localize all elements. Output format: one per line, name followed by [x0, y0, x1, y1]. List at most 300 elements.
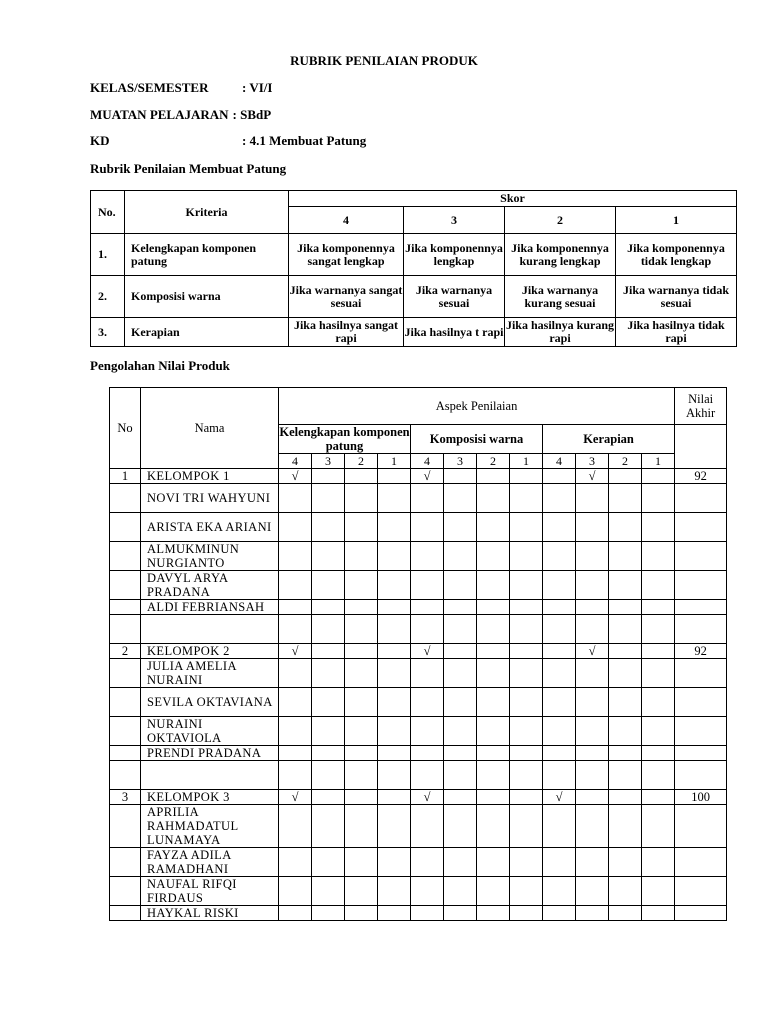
score-cell [444, 469, 477, 484]
score-cell [543, 513, 576, 542]
empty-cell [609, 615, 642, 644]
rubric-header-skor: Skor [289, 191, 737, 207]
score-cell [609, 644, 642, 659]
score-cell [378, 513, 411, 542]
score-cell [510, 688, 543, 717]
member-no [110, 746, 141, 761]
score-cell [345, 469, 378, 484]
score-cell [279, 542, 312, 571]
score-cell [543, 542, 576, 571]
score-cell [444, 600, 477, 615]
score-cell [543, 805, 576, 848]
score-cell [312, 848, 345, 877]
grades-header-nilai: Nilai Akhir [675, 388, 727, 425]
score-cell [477, 659, 510, 688]
empty-cell [378, 761, 411, 790]
score-cell [345, 717, 378, 746]
member-row [110, 513, 727, 542]
rubric-cell: Jika warnanya tidak sesuai [616, 276, 737, 318]
member-no [110, 906, 141, 921]
score-cell [510, 513, 543, 542]
score-cell [576, 906, 609, 921]
sub-score-header: 1 [642, 454, 675, 469]
member-name: PRENDI PRADANA [141, 746, 279, 761]
empty-cell [477, 615, 510, 644]
score-cell [345, 746, 378, 761]
score-cell [444, 848, 477, 877]
empty-cell [141, 615, 279, 644]
score-cell [444, 542, 477, 571]
member-no [110, 484, 141, 513]
score-cell [378, 790, 411, 805]
rubric-cell: Jika warnanya sangat sesuai [289, 276, 404, 318]
score-cell [510, 805, 543, 848]
score-cell [675, 659, 727, 688]
member-row [110, 542, 727, 571]
member-no [110, 513, 141, 542]
score-cell [543, 484, 576, 513]
meta-value: : VI/I [242, 80, 273, 95]
member-row [110, 484, 727, 513]
score-cell [378, 848, 411, 877]
empty-cell [675, 761, 727, 790]
score-cell [675, 805, 727, 848]
score-cell [576, 571, 609, 600]
score-cell [312, 688, 345, 717]
score-cell [279, 659, 312, 688]
score-cell [312, 659, 345, 688]
score-cell [609, 906, 642, 921]
check-mark-cell: √ [576, 469, 609, 484]
score-cell [543, 848, 576, 877]
sub-score-header: 3 [444, 454, 477, 469]
score-cell [411, 746, 444, 761]
rubric-heading: Rubrik Penilaian Membuat Patung [90, 161, 287, 176]
score-cell [510, 717, 543, 746]
score-cell [279, 717, 312, 746]
sub-score-header: 3 [576, 454, 609, 469]
score-cell [543, 717, 576, 746]
rubric-cell: Jika warnanya sesuai [404, 276, 505, 318]
grades-header-no: No [110, 388, 141, 469]
empty-cell [576, 761, 609, 790]
score-cell [279, 906, 312, 921]
score-cell [609, 790, 642, 805]
aspect-kerapian: Kerapian [543, 425, 675, 454]
rubric-cell: Jika komponennya lengkap [404, 234, 505, 276]
score-cell [642, 600, 675, 615]
check-mark-cell: √ [411, 790, 444, 805]
group-name: KELOMPOK 2 [141, 644, 279, 659]
rubric-score-header: 2 [505, 207, 616, 234]
score-cell [411, 542, 444, 571]
score-cell [543, 746, 576, 761]
score-cell [477, 906, 510, 921]
score-cell [345, 571, 378, 600]
empty-cell [609, 761, 642, 790]
empty-cell [345, 761, 378, 790]
score-cell [378, 571, 411, 600]
empty-cell [543, 615, 576, 644]
score-cell [444, 571, 477, 600]
grades-header-aspek: Aspek Penilaian [279, 388, 675, 425]
score-cell [477, 600, 510, 615]
member-name: NOVI TRI WAHYUNI [141, 484, 279, 513]
score-cell [576, 805, 609, 848]
score-cell [609, 688, 642, 717]
meta-label: KELAS/SEMESTER [90, 80, 209, 95]
group-nilai: 92 [675, 469, 727, 484]
sub-score-header: 4 [543, 454, 576, 469]
score-cell [312, 484, 345, 513]
score-cell [312, 571, 345, 600]
score-cell [510, 746, 543, 761]
score-cell [378, 906, 411, 921]
empty-cell [279, 615, 312, 644]
score-cell [312, 644, 345, 659]
score-cell [378, 484, 411, 513]
score-cell [345, 542, 378, 571]
rubric-row-kriteria: Kelengkapan komponen patung [125, 234, 289, 276]
score-cell [378, 717, 411, 746]
empty-cell [411, 761, 444, 790]
sub-score-header: 1 [378, 454, 411, 469]
score-cell [345, 848, 378, 877]
score-cell [312, 717, 345, 746]
member-name: ALMUKMINUN NURGIANTO [141, 542, 279, 571]
aspect-komposisi: Komposisi warna [411, 425, 543, 454]
meta-label: KD [90, 133, 110, 148]
rubric-cell: Jika komponennya sangat lengkap [289, 234, 404, 276]
meta-kelas-semester [90, 80, 272, 96]
score-cell [477, 513, 510, 542]
score-cell [609, 805, 642, 848]
score-cell [543, 600, 576, 615]
score-cell [576, 848, 609, 877]
group-row [110, 790, 727, 805]
aspect-kelengkapan: Kelengkapan komponen patung [279, 425, 410, 453]
score-cell [675, 848, 727, 877]
sub-score-header: 2 [609, 454, 642, 469]
score-cell [642, 469, 675, 484]
sub-score-header: 2 [345, 454, 378, 469]
score-cell [609, 717, 642, 746]
score-cell [543, 469, 576, 484]
score-cell [675, 717, 727, 746]
score-cell [345, 805, 378, 848]
score-cell [312, 469, 345, 484]
score-cell [477, 688, 510, 717]
empty-cell [477, 761, 510, 790]
rubric-cell: Jika komponennya kurang lengkap [505, 234, 616, 276]
score-cell [675, 571, 727, 600]
score-cell [279, 805, 312, 848]
score-cell [411, 484, 444, 513]
score-cell [642, 805, 675, 848]
score-cell [345, 600, 378, 615]
member-no [110, 659, 141, 688]
score-cell [510, 790, 543, 805]
score-cell [345, 513, 378, 542]
score-cell [510, 906, 543, 921]
score-cell [345, 644, 378, 659]
score-cell [543, 644, 576, 659]
group-nilai: 100 [675, 790, 727, 805]
empty-cell [642, 761, 675, 790]
member-row [110, 717, 727, 746]
score-cell [675, 688, 727, 717]
rubric-score-header: 4 [289, 207, 404, 234]
group-no: 3 [110, 790, 141, 805]
score-cell [609, 513, 642, 542]
score-cell [576, 542, 609, 571]
rubric-score-header: 1 [616, 207, 737, 234]
sub-score-header: 4 [279, 454, 312, 469]
member-row [110, 659, 727, 688]
score-cell [477, 717, 510, 746]
score-cell [411, 571, 444, 600]
document-title: RUBRIK PENILAIAN PRODUK [290, 53, 478, 68]
score-cell [312, 805, 345, 848]
score-cell [609, 848, 642, 877]
empty-cell [345, 615, 378, 644]
score-cell [345, 877, 378, 906]
sub-score-header: 1 [510, 454, 543, 469]
score-cell [609, 469, 642, 484]
score-cell [543, 571, 576, 600]
member-row [110, 848, 727, 877]
score-cell [279, 571, 312, 600]
score-cell [444, 906, 477, 921]
member-no [110, 717, 141, 746]
score-cell [576, 717, 609, 746]
score-cell [411, 717, 444, 746]
empty-cell [510, 615, 543, 644]
empty-cell [411, 615, 444, 644]
member-row [110, 688, 727, 717]
member-row [110, 805, 727, 848]
rubric-row [91, 276, 737, 318]
score-cell [510, 484, 543, 513]
score-cell [642, 644, 675, 659]
member-name: APRILIA RAHMADATUL LUNAMAYA [141, 805, 279, 848]
meta-label: MUATAN PELAJARAN [90, 107, 229, 122]
rubric-row-no: 2. [91, 276, 125, 318]
grades-table [109, 387, 727, 921]
empty-cell [576, 615, 609, 644]
score-cell [411, 513, 444, 542]
processing-heading: Pengolahan Nilai Produk [90, 358, 230, 373]
score-cell [576, 877, 609, 906]
member-name: ALDI FEBRIANSAH [141, 600, 279, 615]
score-cell [279, 746, 312, 761]
score-cell [642, 484, 675, 513]
score-cell [312, 790, 345, 805]
score-cell [642, 877, 675, 906]
rubric-cell: Jika hasilnya tidak rapi [616, 318, 737, 347]
member-row [110, 877, 727, 906]
score-cell [609, 659, 642, 688]
score-cell [477, 790, 510, 805]
grades-header-nama: Nama [141, 388, 279, 469]
score-cell [477, 644, 510, 659]
score-cell [477, 805, 510, 848]
score-cell [642, 906, 675, 921]
score-cell [444, 513, 477, 542]
empty-cell [312, 615, 345, 644]
rubric-row-no: 1. [91, 234, 125, 276]
check-mark-cell: √ [576, 644, 609, 659]
rubric-header-kriteria: Kriteria [125, 191, 289, 234]
score-cell [642, 513, 675, 542]
spacer-row [110, 615, 727, 644]
score-cell [642, 790, 675, 805]
member-no [110, 688, 141, 717]
member-name: DAVYL ARYA PRADANA [141, 571, 279, 600]
member-name: FAYZA ADILA RAMADHANI [141, 848, 279, 877]
score-cell [576, 513, 609, 542]
score-cell [675, 513, 727, 542]
score-cell [609, 600, 642, 615]
score-cell [345, 790, 378, 805]
score-cell [411, 688, 444, 717]
score-cell [378, 644, 411, 659]
score-cell [312, 746, 345, 761]
sub-score-header: 4 [411, 454, 444, 469]
score-cell [543, 877, 576, 906]
member-row [110, 906, 727, 921]
score-cell [642, 688, 675, 717]
score-cell [477, 542, 510, 571]
member-name: ARISTA EKA ARIANI [141, 513, 279, 542]
member-no [110, 805, 141, 848]
score-cell [510, 571, 543, 600]
group-row [110, 644, 727, 659]
score-cell [609, 542, 642, 571]
score-cell [345, 659, 378, 688]
member-no [110, 877, 141, 906]
score-cell [279, 688, 312, 717]
score-cell [675, 746, 727, 761]
score-cell [444, 659, 477, 688]
score-cell [675, 600, 727, 615]
score-cell [477, 746, 510, 761]
score-cell [675, 484, 727, 513]
score-cell [642, 717, 675, 746]
score-cell [411, 877, 444, 906]
score-cell [444, 484, 477, 513]
score-cell [675, 542, 727, 571]
rubric-cell: Jika hasilnya t rapi [404, 318, 505, 347]
empty-cell [444, 615, 477, 644]
score-cell [378, 746, 411, 761]
score-cell [510, 469, 543, 484]
group-row [110, 469, 727, 484]
score-cell [411, 848, 444, 877]
score-cell [411, 600, 444, 615]
score-cell [279, 600, 312, 615]
score-cell [609, 484, 642, 513]
rubric-row [91, 234, 737, 276]
meta-value: : SBdP [232, 107, 272, 122]
score-cell [642, 542, 675, 571]
score-cell [675, 906, 727, 921]
score-cell [378, 688, 411, 717]
score-cell [378, 542, 411, 571]
score-cell [609, 877, 642, 906]
score-cell [444, 790, 477, 805]
member-no [110, 571, 141, 600]
check-mark-cell: √ [411, 644, 444, 659]
empty-cell [141, 761, 279, 790]
score-cell [411, 659, 444, 688]
check-mark-cell: √ [279, 469, 312, 484]
score-cell [510, 600, 543, 615]
score-cell [312, 542, 345, 571]
group-name: KELOMPOK 1 [141, 469, 279, 484]
score-cell [444, 717, 477, 746]
score-cell [444, 805, 477, 848]
meta-value: : 4.1 Membuat Patung [242, 133, 367, 148]
score-cell [411, 805, 444, 848]
score-cell [576, 600, 609, 615]
member-no [110, 600, 141, 615]
score-cell [378, 659, 411, 688]
score-cell [675, 877, 727, 906]
group-no: 1 [110, 469, 141, 484]
score-cell [279, 513, 312, 542]
member-row [110, 746, 727, 761]
member-name: HAYKAL RISKI [141, 906, 279, 921]
score-cell [444, 746, 477, 761]
empty-cell [110, 615, 141, 644]
score-cell [576, 659, 609, 688]
rubric-row [91, 318, 737, 347]
score-cell [378, 805, 411, 848]
score-cell [345, 484, 378, 513]
rubric-table [90, 190, 737, 347]
score-cell [510, 659, 543, 688]
score-cell [642, 571, 675, 600]
empty-cell [312, 761, 345, 790]
rubric-cell: Jika hasilnya sangat rapi [289, 318, 404, 347]
score-cell [609, 571, 642, 600]
check-mark-cell: √ [279, 790, 312, 805]
spacer-row [110, 761, 727, 790]
empty-cell [510, 761, 543, 790]
group-no: 2 [110, 644, 141, 659]
score-cell [477, 877, 510, 906]
rubric-row-kriteria: Kerapian [125, 318, 289, 347]
score-cell [543, 659, 576, 688]
rubric-cell: Jika hasilnya kurang rapi [505, 318, 615, 345]
member-no [110, 848, 141, 877]
member-name: NAUFAL RIFQI FIRDAUS [141, 877, 279, 906]
empty-cell [675, 615, 727, 644]
score-cell [444, 688, 477, 717]
score-cell [444, 644, 477, 659]
score-cell [378, 469, 411, 484]
nilai-spacer [675, 425, 727, 469]
rubric-cell: Jika komponennya tidak lengkap [616, 234, 737, 276]
empty-cell [110, 761, 141, 790]
score-cell [411, 906, 444, 921]
empty-cell [444, 761, 477, 790]
score-cell [345, 906, 378, 921]
score-cell [510, 644, 543, 659]
score-cell [543, 688, 576, 717]
score-cell [510, 877, 543, 906]
